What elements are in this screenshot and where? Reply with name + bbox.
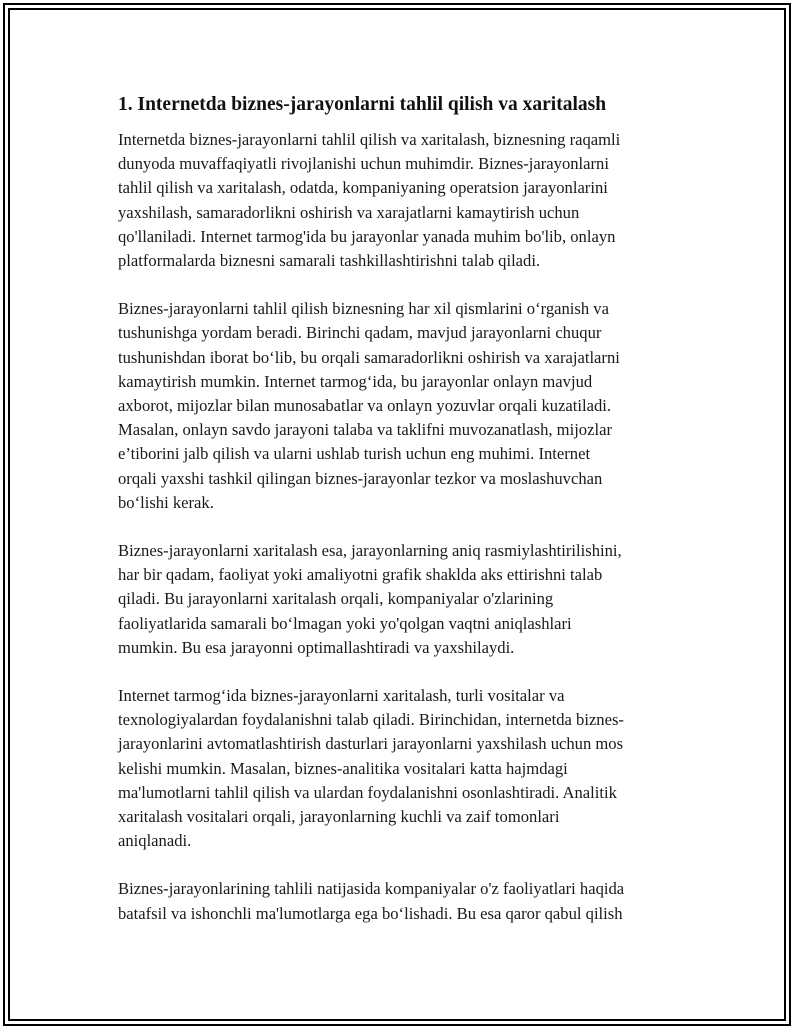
text-line: orqali yaxshi tashkil qilingan biznes-jarayonlar tezkor va moslashuvchan — [118, 468, 603, 488]
text-line: Masalan, onlayn savdo jarayoni talaba va taklifni muvozanatlash, mijozlar — [118, 420, 612, 440]
text-line: har bir qadam, faoliyat yoki amaliyotni grafik shaklda aks ettirishni talab — [118, 565, 603, 585]
text-line: tushunishga yordam beradi. Birinchi qadam, mavjud jarayonlarni chuqur — [118, 323, 602, 343]
text-line: Biznes-jarayonlarni tahlil qilish biznesning har xil qismlarini o‘rganish va — [118, 299, 609, 319]
text-line: faoliyatlarida samarali bo‘lmagan yoki yo'qolgan vaqtni aniqlashlari — [118, 613, 572, 633]
text-line: axborot, mijozlar bilan munosabatlar va onlayn yozuvlar orqali kuzatiladi. — [118, 396, 612, 416]
text-line: ma'lumotlarni tahlil qilish va ulardan foydalanishni osonlashtiradi. Analitik — [118, 782, 617, 802]
text-line: Internet tarmog‘ida biznes-jarayonlarni xaritalash, turli vositalar va — [118, 686, 565, 706]
text-line: qiladi. Bu jarayonlarni xaritalash orqali, kompaniyalar o'zlarining — [118, 589, 554, 609]
text-line: kelishi mumkin. Masalan, biznes-analitika vositalari katta hajmdagi — [118, 758, 568, 778]
text-line: qo'llaniladi. Internet tarmog'ida bu jarayonlar yanada muhim bo'lib, onlayn — [118, 226, 616, 246]
text-line: tahlil qilish va xaritalash, odatda, kompaniyaning operatsion jarayonlarini — [118, 178, 608, 198]
text-line: tushunishdan iborat bo‘lib, bu orqali samaradorlikni oshirish va xarajatlarni — [118, 347, 620, 367]
text-line: mumkin. Bu esa jarayonni optimallashtiradi va yaxshilaydi. — [118, 637, 515, 657]
text-line: e’tiborini jalb qilish va ularni ushlab turish uchun eng muhimi. Internet — [118, 444, 591, 464]
text-line: xaritalash vositalari orqali, jarayonlarning kuchli va zaif tomonlari — [118, 807, 560, 827]
text-line: batafsil va ishonchli ma'lumotlarga ega bo‘lishadi. Bu esa qaror qabul qilish — [118, 903, 623, 923]
paragraph — [118, 128, 692, 273]
text-line: jarayonlarini avtomatlashtirish dasturlari jarayonlarni yaxshilash uchun mos — [118, 734, 624, 754]
text-line: platformalarda biznesni samarali tashkillashtirishni talab qiladi. — [118, 251, 541, 271]
section-heading: 1. Internetda biznes-jarayonlarni tahlil qilish va xaritalash — [118, 94, 607, 115]
text-line: Internetda biznes-jarayonlarni tahlil qilish va xaritalash, biznesning raqamli — [118, 130, 621, 149]
text-line: yaxshilash, samaradorlikni oshirish va xarajatlarni kamaytirish uchun — [118, 202, 580, 222]
text-line: dunyoda muvaffaqiyatli rivojlanishi uchun muhimdir. Biznes-jarayonlarni — [118, 154, 609, 174]
text-line: bo‘lishi kerak. — [118, 492, 214, 512]
document-body — [118, 92, 692, 950]
paragraph — [118, 877, 692, 925]
text-line: aniqlanadi. — [118, 831, 192, 851]
paragraph — [118, 539, 692, 660]
text-line: kamaytirish mumkin. Internet tarmog‘ida, bu jarayonlar onlayn mavjud — [118, 371, 593, 391]
paragraph — [118, 684, 692, 853]
text-line: texnologiyalardan foydalanishni talab qiladi. Birinchidan, internetda biznes- — [118, 710, 624, 730]
text-line: Biznes-jarayonlarining tahlili natijasida kompaniyalar o'z faoliyatlari haqida — [118, 879, 625, 899]
paragraph — [118, 297, 692, 515]
text-line: Biznes-jarayonlarni xaritalash esa, jarayonlarning aniq rasmiylashtirilishini, — [118, 541, 622, 561]
